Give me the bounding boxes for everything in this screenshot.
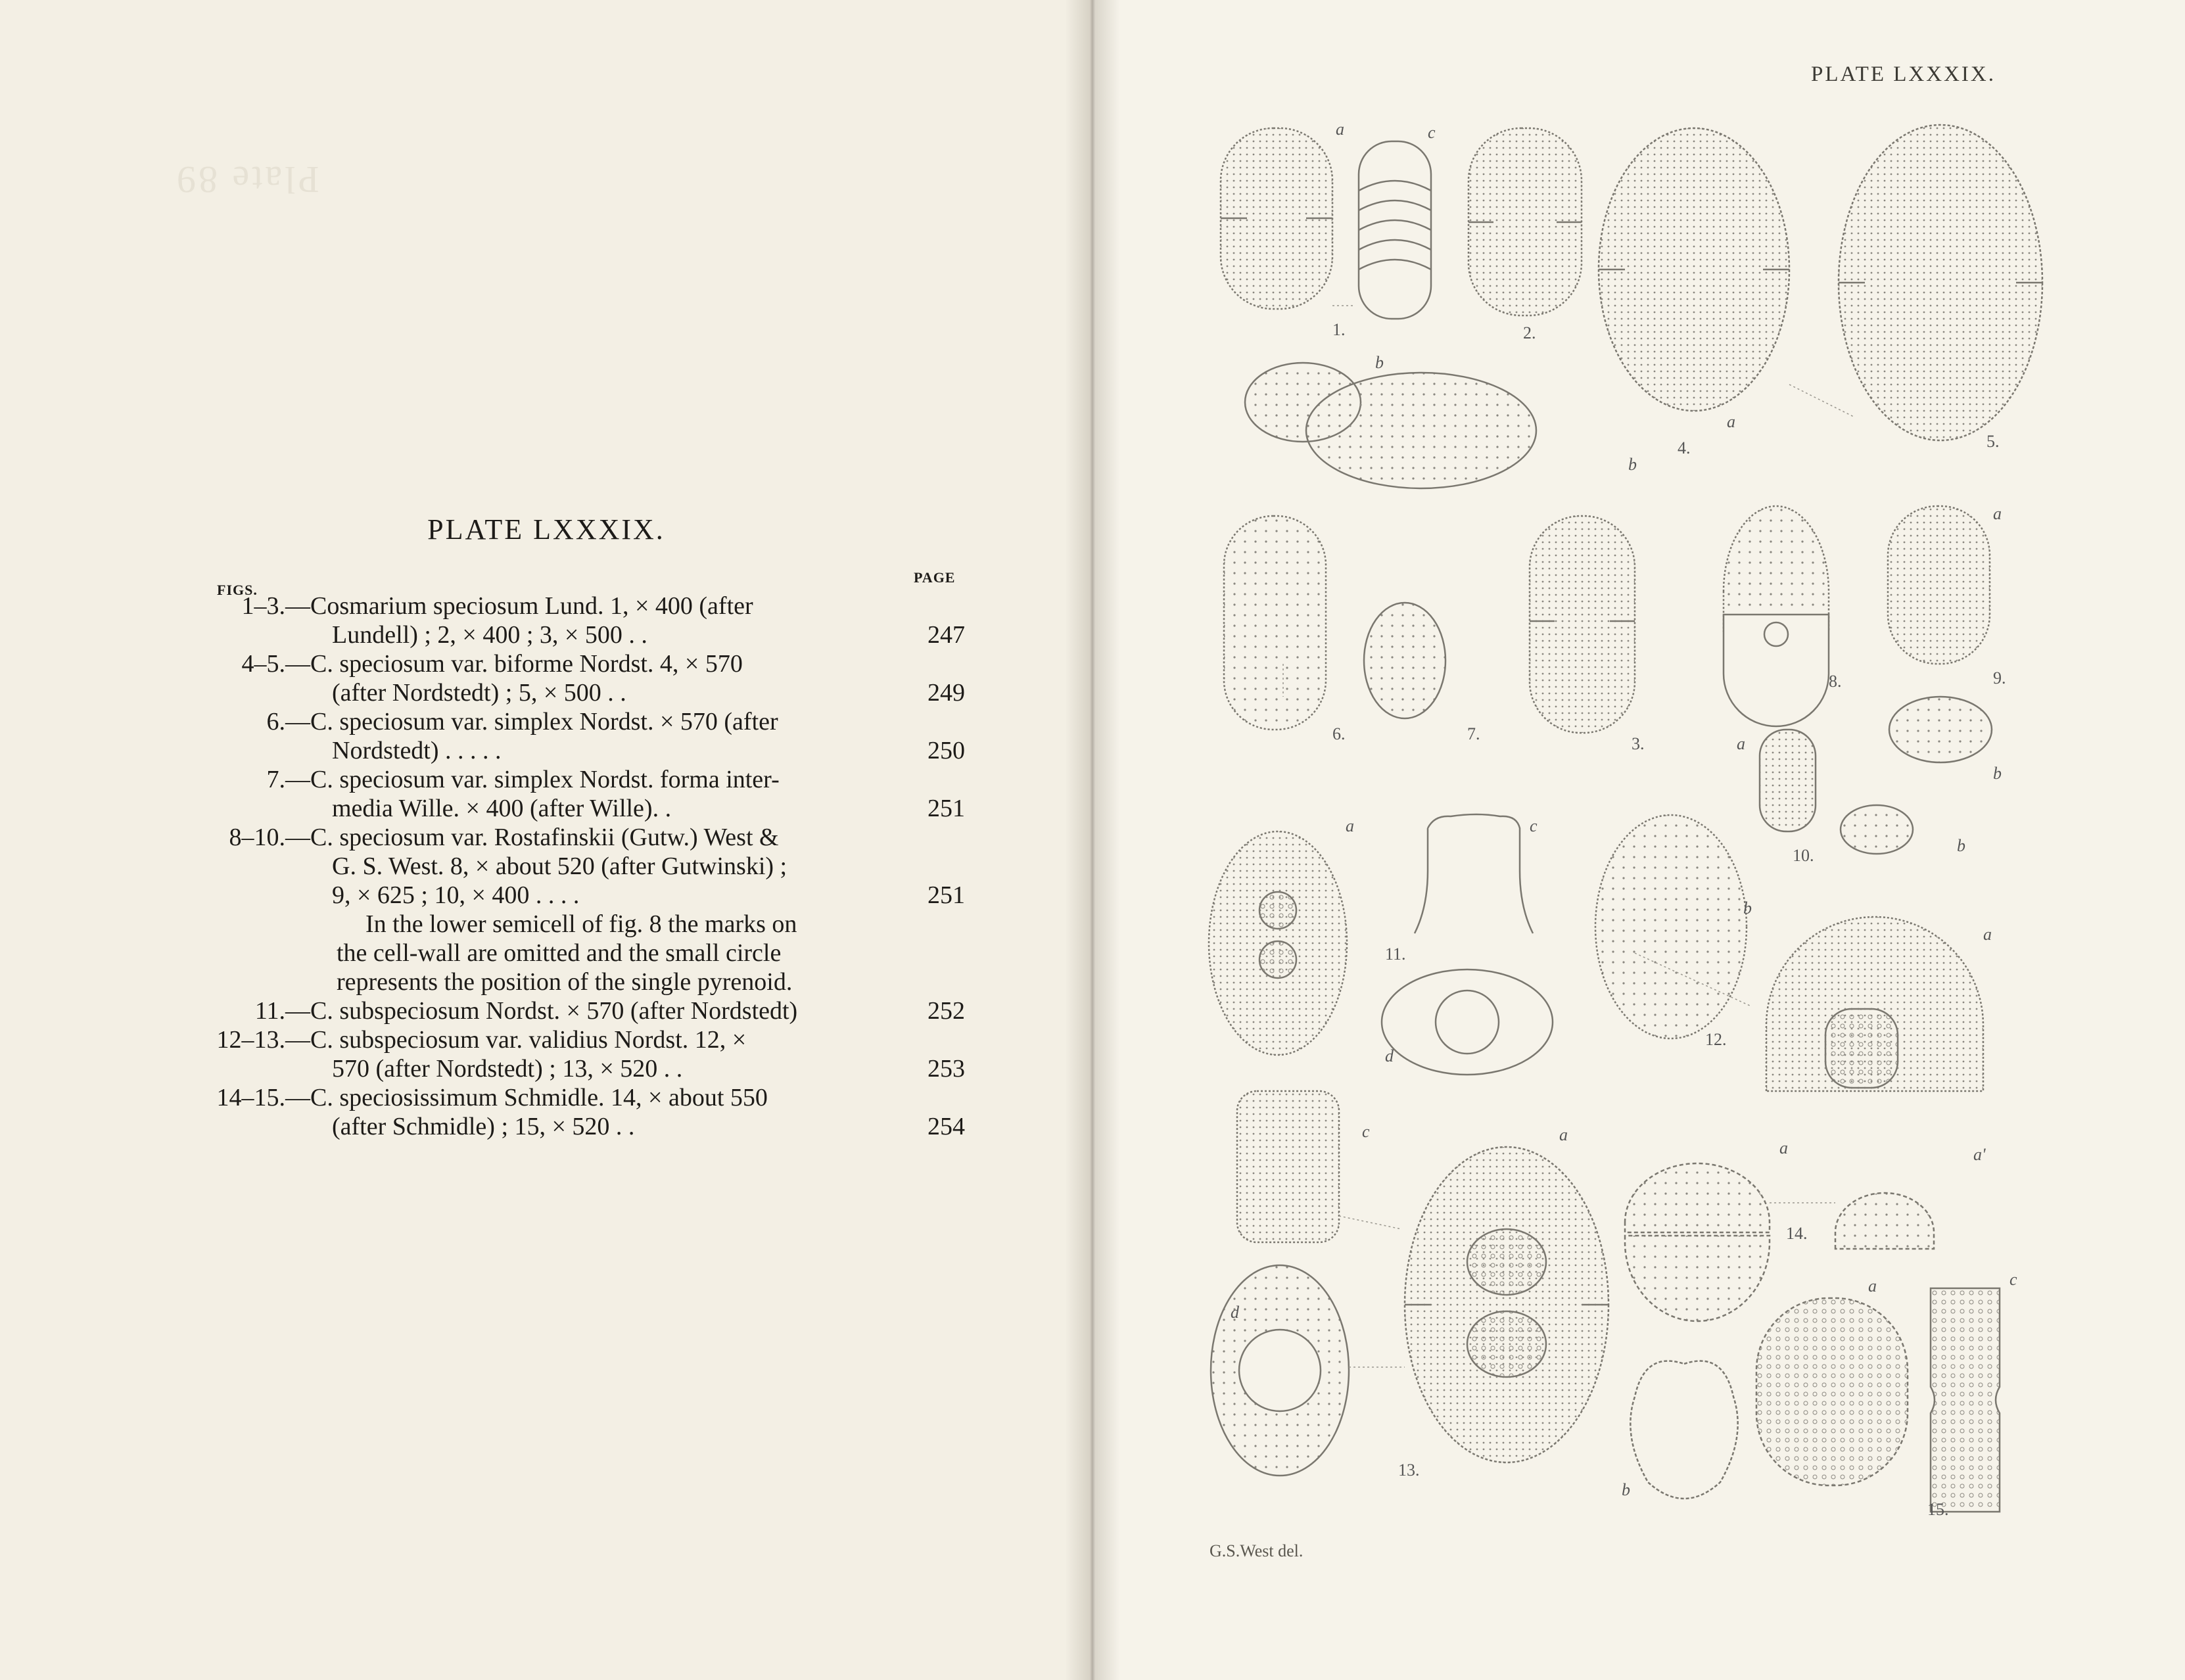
legend-line [197, 996, 966, 1025]
legend-entry [197, 823, 966, 910]
legend-line [197, 620, 966, 649]
label-a: a [1868, 1276, 1877, 1295]
legend-text: 570 (after Nordstedt) ; 13, × 520 . . [332, 1055, 683, 1083]
legend-text: (after Schmidle) ; 15, × 520 . . [332, 1113, 635, 1140]
figure-13c [1237, 1091, 1339, 1242]
figure-2 [1468, 128, 1582, 315]
figure-14a [1625, 1163, 1770, 1321]
figure-number-14: 14. [1786, 1224, 1808, 1243]
label-a: a [1779, 1138, 1788, 1157]
legend-text: 9, × 625 ; 10, × 400 . . . . [332, 881, 580, 909]
label-a: a [1346, 816, 1354, 835]
figure-8 [1724, 506, 1829, 726]
legend-entry [197, 592, 966, 649]
left-page [0, 0, 1092, 1680]
figure-range: 4–5.— [241, 650, 310, 678]
figure-4b [1306, 373, 1536, 488]
plate-title: PLATE LXXXIX. [427, 513, 665, 546]
figure-12a [1766, 917, 1983, 1091]
label-d: d [1385, 1046, 1394, 1065]
legend-note [197, 910, 908, 996]
label-c: c [2009, 1270, 2017, 1289]
legend-text: media Wille. × 400 (after Wille). . [332, 795, 672, 822]
figure-11d [1382, 969, 1553, 1075]
note-line: represents the position of the single pyrenoid. [337, 968, 793, 996]
figure-number-13: 13. [1398, 1460, 1420, 1480]
label-d: d [1231, 1303, 1239, 1322]
figure-10b [1841, 805, 1913, 854]
figure-1c [1359, 141, 1431, 319]
page-number: 247 [928, 621, 965, 649]
legend-text: C. speciosum var. Rostafinskii (Gutw.) West & [310, 824, 779, 851]
legend-line [197, 1112, 966, 1141]
legend-entry [197, 1083, 966, 1141]
legend-line [197, 1054, 966, 1083]
figure-number-3: 3. [1632, 734, 1645, 753]
plate-illustration [1092, 0, 2185, 1680]
legend-text: C. speciosum var. simplex Nordst. forma inter- [310, 766, 780, 793]
legend-text: C. subspeciosum Nordst. × 570 (after Nordstedt) [310, 997, 798, 1025]
figure-number-1: 1. [1332, 320, 1346, 339]
figure-legend-list [197, 592, 966, 1141]
legend-line [197, 794, 966, 823]
legend-line [197, 852, 966, 881]
note-line: In the lower semicell of fig. 8 the marks on [365, 910, 797, 938]
page-number: 250 [928, 737, 965, 764]
legend-text: Nordstedt) . . . . . [332, 737, 502, 764]
legend-line [197, 736, 966, 765]
figure-5 [1839, 125, 2042, 440]
figure-number-10: 10. [1793, 846, 1814, 865]
label-a: a [1559, 1125, 1568, 1144]
ghost-text: Plate 89 [174, 158, 319, 201]
figure-range: 1–3.— [241, 592, 310, 620]
label-b: b [1622, 1480, 1630, 1499]
legend-entry [197, 707, 966, 765]
figure-number-5: 5. [1986, 432, 2000, 451]
legend-entry [197, 996, 966, 1025]
figure-14b [1630, 1361, 1737, 1499]
page-number: 253 [928, 1055, 965, 1083]
legend-text: C. subspeciosum var. validius Nordst. 12, × [310, 1026, 747, 1054]
figure-6 [1224, 516, 1326, 730]
legend-text: G. S. West. 8, × about 520 (after Gutwinski) ; [332, 852, 787, 880]
page-number: 249 [928, 679, 965, 707]
figure-15a [1756, 1298, 1908, 1485]
figure-range: 8–10.— [229, 824, 310, 851]
legend-line [197, 592, 966, 620]
label-a-prime: a' [1973, 1145, 1986, 1164]
figure-10a [1760, 730, 1816, 831]
label-b: b [1375, 353, 1384, 372]
legend-line [197, 765, 966, 794]
legend-line [197, 707, 966, 736]
figure-number-8: 8. [1829, 672, 1842, 691]
legend-text: Cosmarium speciosum Lund. 1, × 400 (after [310, 592, 753, 620]
label-b: b [1628, 455, 1637, 474]
legend-text: (after Nordstedt) ; 5, × 500 . . [332, 679, 626, 707]
label-c: c [1362, 1122, 1370, 1141]
figure-range: 14–15.— [216, 1084, 310, 1111]
legend-entry [197, 765, 966, 823]
label-a: a [1727, 412, 1735, 431]
figure-number-2: 2. [1523, 323, 1536, 342]
label-c: c [1428, 123, 1436, 142]
figure-13a [1405, 1147, 1609, 1462]
label-c: c [1530, 816, 1538, 835]
label-b: b [1993, 764, 2002, 783]
artist-credit: G.S.West del. [1210, 1541, 1304, 1560]
figure-range: 6.— [266, 708, 310, 735]
label-a: a [1336, 120, 1344, 139]
figure-11c [1415, 814, 1533, 933]
figure-1a [1221, 128, 1332, 309]
label-a: a [1993, 504, 2002, 523]
figure-number-12: 12. [1705, 1030, 1727, 1049]
label-a: a [1737, 734, 1745, 753]
figure-15c [1931, 1288, 2000, 1512]
label-a: a [1983, 925, 1992, 944]
figure-9a [1888, 506, 1990, 664]
page-number: 251 [928, 795, 965, 822]
figure-7 [1364, 603, 1445, 718]
legend-text: C. speciosum var. biforme Nordst. 4, × 570 [310, 650, 743, 678]
figure-4a [1599, 128, 1789, 411]
figure-number-4: 4. [1678, 438, 1691, 457]
legend-text: C. speciosissimum Schmidle. 14, × about 550 [310, 1084, 768, 1111]
page-number: 251 [928, 881, 965, 909]
page-number: 254 [928, 1113, 965, 1140]
figure-number-11: 11. [1385, 945, 1406, 964]
legend-entry [197, 1025, 966, 1083]
legend-line [197, 1025, 966, 1054]
figure-3 [1530, 516, 1635, 733]
legend-line [197, 1083, 966, 1112]
figure-range: 12–13.— [216, 1026, 310, 1054]
figure-number-9: 9. [1993, 668, 2006, 688]
legend-line [197, 649, 966, 678]
figure-number-15: 15. [1927, 1500, 1949, 1519]
figure-14a-prime [1835, 1193, 1934, 1249]
legend-entry [197, 649, 966, 707]
figure-13d [1211, 1265, 1349, 1476]
plate-header: PLATE LXXXIX. [1811, 62, 1996, 86]
figure-range: 7.— [266, 766, 310, 793]
legend-text: C. speciosum var. simplex Nordst. × 570 (after [310, 708, 778, 735]
figure-number-6: 6. [1332, 724, 1346, 743]
page-number: 252 [928, 997, 965, 1025]
figure-range: 11.— [254, 997, 310, 1025]
column-header-figs: FIGS. [217, 582, 258, 598]
label-b: b [1743, 898, 1752, 918]
figure-11a [1209, 831, 1347, 1055]
note-line: the cell-wall are omitted and the small circle [337, 939, 782, 967]
figure-9b [1889, 697, 1992, 762]
legend-line [197, 678, 966, 707]
figure-number-7: 7. [1467, 724, 1480, 743]
legend-text: Lundell) ; 2, × 400 ; 3, × 500 . . [332, 621, 647, 649]
legend-line [197, 823, 966, 852]
label-b: b [1957, 836, 1965, 855]
legend-line [197, 881, 966, 910]
column-header-page: PAGE [914, 569, 956, 586]
figure-12b [1595, 815, 1747, 1038]
